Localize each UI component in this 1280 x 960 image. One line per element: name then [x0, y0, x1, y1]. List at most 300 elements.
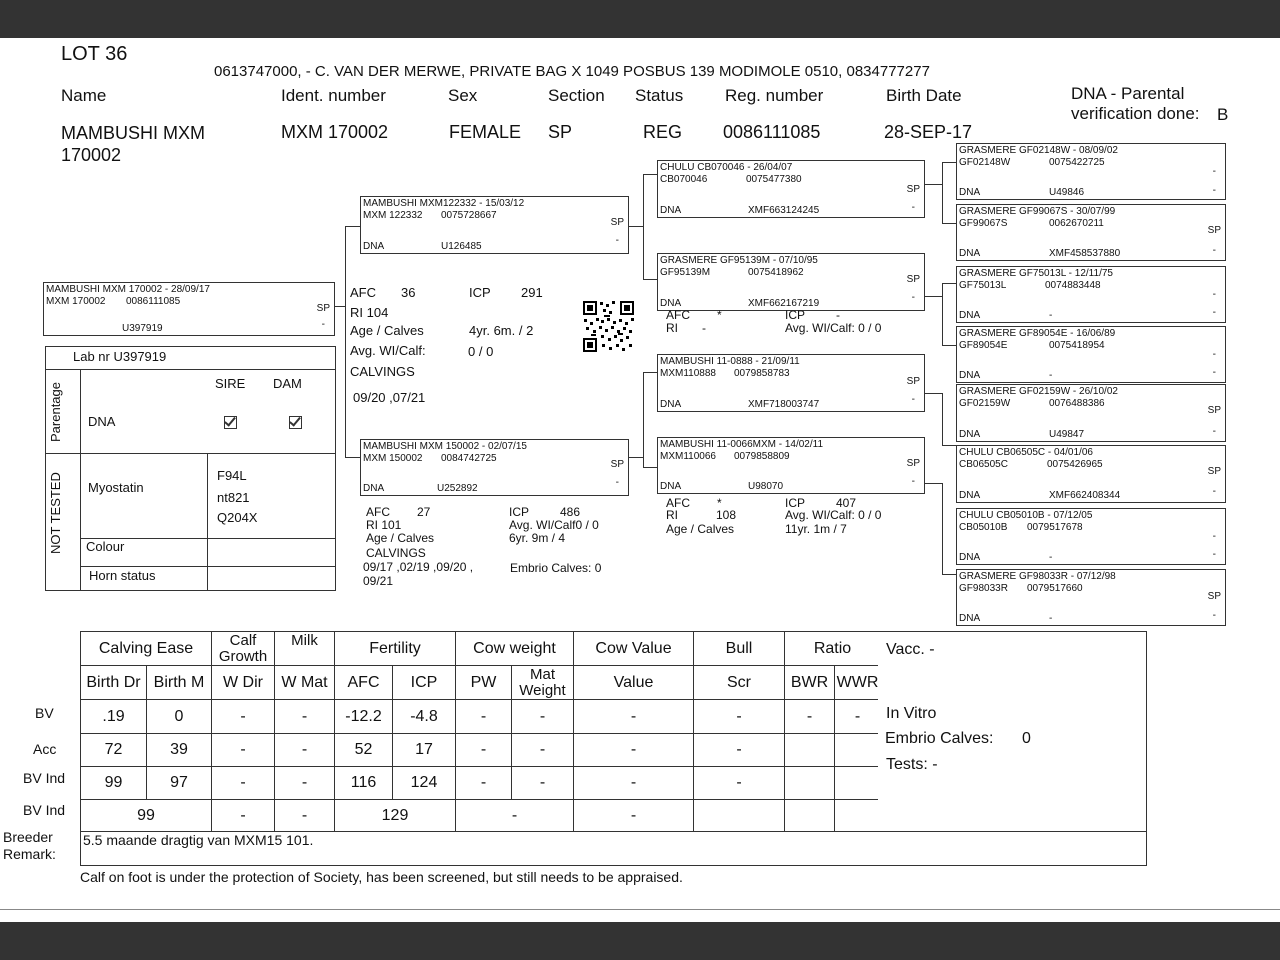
- gen3-box: [956, 445, 1226, 503]
- table-cell: -: [275, 700, 335, 734]
- table-cell: 52: [335, 734, 393, 767]
- self-reg: 0086111085: [126, 296, 181, 307]
- gen3-sp: SP: [1207, 405, 1221, 416]
- myostatin-nt821: nt821: [217, 490, 250, 505]
- gen3-reg: 0074883448: [1045, 280, 1101, 291]
- gen3-box: [956, 569, 1226, 626]
- connector: [942, 574, 956, 575]
- table-cell: -: [694, 767, 785, 800]
- table-cell: -: [456, 734, 512, 767]
- table-cell: -: [785, 700, 835, 734]
- table-cell: .19: [81, 700, 147, 734]
- row-label-index: BV Ind: [23, 802, 66, 818]
- group-ratio: Ratio: [785, 632, 881, 666]
- breeding-values-table: [80, 631, 881, 832]
- gdam1-icp-value: -: [836, 308, 840, 322]
- table-cell: 0: [147, 700, 212, 734]
- gen2-reg: 0079858783: [734, 368, 790, 379]
- gen3-sp: SP: [1207, 591, 1221, 602]
- ri-value: RI 104: [350, 305, 389, 320]
- gen2-reg: 0079858809: [734, 451, 790, 462]
- wi-label: Avg. WI/Calf:: [350, 343, 426, 358]
- connector: [925, 483, 942, 484]
- connector: [942, 283, 956, 284]
- group-calving-ease: Calving Ease: [81, 632, 212, 666]
- gen3-box: [956, 508, 1226, 565]
- self-ident: MXM 170002: [46, 296, 106, 307]
- header-birth: Birth Date: [886, 86, 962, 105]
- animal-reg: 0086111085: [723, 122, 821, 142]
- qr-code-icon: [582, 300, 635, 353]
- gen3-dash: -: [1212, 185, 1216, 196]
- gen2-dna-code: XMF718003747: [748, 399, 820, 410]
- index-cow-weight: -: [456, 800, 574, 832]
- table-cell: -: [212, 700, 275, 734]
- gen2-title: MAMBUSHI 11-0888 - 21/09/11: [660, 356, 800, 367]
- icp-value: 291: [521, 285, 543, 300]
- gen3-dna-label: DNA: [959, 248, 981, 259]
- animal-ident: MXM 170002: [281, 122, 389, 142]
- connector: [643, 279, 657, 280]
- sire-dna-code: U126485: [441, 241, 482, 252]
- dam-age-value: 6yr. 9m / 4: [509, 531, 566, 545]
- dam-dna-label: DNA: [363, 483, 385, 494]
- gen3-box: [956, 266, 1226, 323]
- index-cow-value: -: [574, 800, 694, 832]
- index-bull: [694, 800, 785, 832]
- lab-dam-label: DAM: [273, 376, 302, 391]
- dam-title: MAMBUSHI MXM 150002 - 02/07/15: [363, 441, 527, 452]
- animal-sex: FEMALE: [449, 122, 522, 142]
- lab-dna-label: DNA: [88, 414, 116, 429]
- gen2-ident: GF95139M: [660, 267, 711, 278]
- connector: [942, 393, 943, 445]
- col-bwr: BWR: [785, 666, 835, 700]
- sire-dna-label: DNA: [363, 241, 385, 252]
- gen3-ident: GF99067S: [959, 218, 1008, 229]
- sire-dna-checkbox: [224, 416, 237, 429]
- table-cell: 17: [393, 734, 456, 767]
- sire-box: [360, 196, 629, 254]
- animal-section: SP: [548, 122, 573, 142]
- gen2-title: MAMBUSHI 11-0066MXM - 14/02/11: [660, 439, 824, 450]
- gen2-dash: -: [911, 394, 915, 405]
- gen3-reg: 0079517660: [1027, 583, 1083, 594]
- gen3-dash: -: [1212, 549, 1216, 560]
- table-cell: -: [574, 700, 694, 734]
- col-birth-dr: Birth Dr: [81, 666, 147, 700]
- gen3-box: [956, 326, 1226, 383]
- gdam2-afc-value: *: [717, 496, 722, 510]
- index-wwr: [835, 800, 881, 832]
- dam-ri: RI 101: [366, 518, 402, 532]
- gen3-dna-label: DNA: [959, 552, 981, 563]
- gen3-dna-label: DNA: [959, 490, 981, 501]
- connector: [942, 162, 956, 163]
- gen3-dna-code: U49846: [1049, 187, 1085, 198]
- granddam-maternal-box: [657, 437, 925, 494]
- table-cell: 97: [147, 767, 212, 800]
- col-mat-weight: Mat Weight: [512, 666, 574, 700]
- dam-dna-checkbox: [289, 416, 302, 429]
- table-cell: 39: [147, 734, 212, 767]
- gen3-box: [956, 204, 1226, 261]
- gen3-dna-code: -: [1049, 613, 1053, 624]
- gen2-dna-label: DNA: [660, 205, 682, 216]
- gdam2-age-value: 11yr. 1m / 7: [785, 522, 847, 536]
- table-cell: -: [574, 734, 694, 767]
- gen3-dna-code: -: [1049, 370, 1053, 381]
- gen3-dash: -: [1212, 307, 1216, 318]
- granddam-paternal-box: [657, 253, 925, 311]
- gen3-dna-label: DNA: [959, 429, 981, 440]
- gen3-dash: -: [1212, 367, 1216, 378]
- grandsire-maternal-box: [657, 354, 925, 412]
- horn-status-label: Horn status: [89, 568, 156, 583]
- gen3-title: GRASMERE GF99067S - 30/07/99: [959, 206, 1116, 217]
- gen3-dash: -: [1212, 166, 1216, 177]
- dam-calvings-label: CALVINGS: [366, 546, 426, 560]
- dam-box: [360, 439, 629, 496]
- gen3-title: CHULU CB05010B - 07/12/05: [959, 510, 1093, 521]
- embrio-calves-label: Embrio Calves:: [885, 730, 994, 747]
- gen2-title: CHULU CB070046 - 26/04/07: [660, 162, 793, 173]
- dam-reg: 0084742725: [441, 453, 497, 464]
- gen2-dash: -: [911, 476, 915, 487]
- header-status: Status: [635, 86, 684, 105]
- gen3-ident: GF02148W: [959, 157, 1011, 168]
- gen3-dash: -: [1212, 289, 1216, 300]
- dam-dash: -: [615, 477, 619, 488]
- gen2-ident: MXM110066: [660, 451, 716, 462]
- col-wwr: WWR: [835, 666, 881, 700]
- bottom-rule: [0, 909, 1280, 910]
- row-label-bv: BV: [35, 705, 54, 721]
- header-dna-parental: DNA - Parental verification done:: [1071, 84, 1200, 123]
- footer-note: Calf on foot is under the protection of Society, has been screened, but still needs to be appraised.: [80, 869, 683, 885]
- col-pw: PW: [456, 666, 512, 700]
- gen3-title: GRASMERE GF75013L - 12/11/75: [959, 268, 1113, 279]
- table-cell: -: [574, 767, 694, 800]
- gen3-dna-code: -: [1049, 552, 1053, 563]
- table-cell: -: [512, 700, 574, 734]
- gen2-sp: SP: [906, 376, 920, 387]
- sire-sp: SP: [610, 217, 624, 228]
- group-calf-growth: Calf Growth: [212, 632, 275, 666]
- col-afc: AFC: [335, 666, 393, 700]
- gen3-dna-label: DNA: [959, 370, 981, 381]
- gdam2-icp-value: 407: [836, 496, 857, 510]
- in-vitro-label: In Vitro: [886, 705, 937, 722]
- embrio-calves-value: 0: [1022, 730, 1031, 747]
- animal-name: MAMBUSHI MXM 170002: [61, 123, 205, 165]
- gen3-ident: CB06505C: [959, 459, 1008, 470]
- connector: [345, 457, 360, 458]
- self-sp: SP: [316, 303, 330, 314]
- gen3-ident: GF89054E: [959, 340, 1008, 351]
- gdam2-icp-label: ICP: [785, 496, 806, 510]
- connector: [345, 226, 346, 457]
- gen2-dash: -: [911, 202, 915, 213]
- dam-ident: MXM 150002: [363, 453, 423, 464]
- animal-status: REG: [643, 122, 683, 142]
- dam-afc-value: 27: [417, 505, 431, 519]
- connector: [629, 457, 643, 458]
- header-section: Section: [548, 86, 605, 105]
- self-code: U397919: [122, 323, 163, 334]
- table-cell: [835, 767, 881, 800]
- col-birth-m: Birth M: [147, 666, 212, 700]
- gen3-reg: 0076488386: [1049, 398, 1105, 409]
- gen3-title: GRASMERE GF02148W - 08/09/02: [959, 145, 1118, 156]
- top-bar: [0, 0, 1280, 38]
- gen3-reg: 0079517678: [1027, 522, 1083, 533]
- animal-birth: 28-SEP-17: [884, 122, 973, 142]
- index-bwr: [785, 800, 835, 832]
- animal-pedigree-box: [43, 282, 335, 336]
- bottom-bar: [0, 922, 1280, 960]
- gen3-ident: CB05010B: [959, 522, 1008, 533]
- lab-nr: Lab nr U397919: [73, 349, 167, 364]
- calvings-label: CALVINGS: [350, 364, 415, 379]
- col-scr: Scr: [694, 666, 785, 700]
- gen3-box: [956, 384, 1226, 442]
- gen3-dna-label: DNA: [959, 187, 981, 198]
- dam-age-label: Age / Calves: [366, 531, 435, 545]
- connector: [925, 184, 942, 185]
- table-cell: -: [456, 700, 512, 734]
- gen3-dna-code: -: [1049, 310, 1053, 321]
- gen3-title: GRASMERE GF89054E - 16/06/89: [959, 328, 1116, 339]
- gen2-sp: SP: [906, 274, 920, 285]
- table-cell: -: [212, 767, 275, 800]
- gen2-dna-code: XMF663124245: [748, 205, 820, 216]
- lab-box: [45, 346, 336, 591]
- myostatin-f94l: F94L: [217, 468, 247, 483]
- breeder-remark-text: 5.5 maande dragtig van MXM15 101.: [83, 832, 314, 848]
- col-w-mat: W Mat: [275, 666, 335, 700]
- gen3-dna-label: DNA: [959, 613, 981, 624]
- gdam2-wi: Avg. WI/Calf: 0 / 0: [785, 508, 882, 522]
- gen2-dna-label: DNA: [660, 298, 682, 309]
- gen2-reg: 0075418962: [748, 267, 804, 278]
- group-cow-value: Cow Value: [574, 632, 694, 666]
- grandsire-paternal-box: [657, 160, 925, 218]
- gen2-sp: SP: [906, 184, 920, 195]
- gen3-reg: 0062670211: [1049, 218, 1104, 229]
- connector: [942, 445, 956, 446]
- connector: [643, 174, 644, 279]
- gdam1-ri-label: RI: [666, 321, 678, 335]
- connector: [942, 223, 956, 224]
- table-cell: -: [694, 734, 785, 767]
- gen3-sp: SP: [1207, 466, 1221, 477]
- gen3-title: GRASMERE GF02159W - 26/10/02: [959, 386, 1118, 397]
- lot-number: LOT 36: [61, 43, 128, 65]
- owner-line: 0613747000, - C. VAN DER MERWE, PRIVATE BAG X 1049 POSBUS 139 MODIMOLE 0510, 0834777277: [214, 63, 930, 80]
- connector: [335, 306, 345, 307]
- vacc-label: Vacc. -: [886, 641, 935, 658]
- connector: [345, 226, 360, 227]
- table-cell: -: [212, 734, 275, 767]
- gen3-ident: GF98033R: [959, 583, 1008, 594]
- dam-icp-value: 486: [560, 505, 581, 519]
- gen2-dna-code: U98070: [748, 481, 784, 492]
- gen3-dash: -: [1212, 349, 1216, 360]
- col-w-dir: W Dir: [212, 666, 275, 700]
- gen2-dash: -: [911, 292, 915, 303]
- gen3-dash: -: [1212, 531, 1216, 542]
- sire-title: MAMBUSHI MXM122332 - 15/03/12: [363, 198, 525, 209]
- dam-dna-code: U252892: [437, 483, 478, 494]
- index-wmat: -: [275, 800, 335, 832]
- col-icp: ICP: [393, 666, 456, 700]
- gen2-reg: 0075477380: [746, 174, 802, 185]
- table-cell: -: [456, 767, 512, 800]
- gdam1-ri-value: -: [702, 321, 706, 335]
- gen3-reg: 0075422725: [1049, 157, 1105, 168]
- gdam2-age-label: Age / Calves: [666, 522, 735, 536]
- table-cell: [785, 734, 835, 767]
- header-ident: Ident. number: [281, 86, 386, 105]
- gen2-dna-label: DNA: [660, 399, 682, 410]
- connector: [942, 162, 943, 223]
- gen3-title: GRASMERE GF98033R - 07/12/98: [959, 571, 1116, 582]
- table-cell: 124: [393, 767, 456, 800]
- connector: [942, 283, 943, 345]
- table-cell: -: [512, 767, 574, 800]
- gen3-dna-label: DNA: [959, 310, 981, 321]
- dam-afc-label: AFC: [366, 505, 390, 519]
- calvings-value: 09/20 ,07/21: [353, 390, 426, 405]
- table-cell: -: [275, 734, 335, 767]
- gen3-dna-code: U49847: [1049, 429, 1085, 440]
- gen3-dash: -: [1212, 426, 1216, 437]
- tests-label: Tests: -: [886, 756, 938, 773]
- connector: [643, 467, 657, 468]
- table-cell: 116: [335, 767, 393, 800]
- parentage-label: Parentage: [48, 382, 63, 442]
- connector: [643, 174, 657, 175]
- myostatin-q204x: Q204X: [217, 510, 258, 525]
- age-label: Age / Calves: [350, 323, 424, 338]
- group-fertility: Fertility: [335, 632, 456, 666]
- header-sex: Sex: [448, 86, 478, 105]
- sire-ident: MXM 122332: [363, 210, 423, 221]
- gen3-dna-code: XMF662408344: [1049, 490, 1121, 501]
- connector: [643, 372, 644, 467]
- gen3-reg: 0075418954: [1049, 340, 1105, 351]
- gen2-dna-label: DNA: [660, 481, 682, 492]
- myostatin-label: Myostatin: [88, 480, 144, 495]
- col-value: Value: [574, 666, 694, 700]
- afc-label: AFC: [350, 285, 376, 300]
- table-cell: [835, 734, 881, 767]
- gen3-dash: -: [1212, 245, 1216, 256]
- dam-sp: SP: [610, 459, 624, 470]
- vacc-panel: [878, 631, 1147, 832]
- self-title: MAMBUSHI MXM 170002 - 28/09/17: [46, 284, 210, 295]
- gen2-ident: MXM110888: [660, 368, 716, 379]
- wi-value: 0 / 0: [468, 344, 494, 359]
- index-fertility: 129: [335, 800, 456, 832]
- gen3-box: [956, 143, 1226, 200]
- connector: [925, 296, 942, 297]
- connector: [925, 393, 942, 394]
- header-reg: Reg. number: [725, 86, 824, 105]
- gen3-dash: -: [1212, 486, 1216, 497]
- dam-calvings-value: 09/17 ,02/19 ,09/20 , 09/21: [363, 560, 474, 588]
- dam-icp-label: ICP: [509, 505, 530, 519]
- table-cell: -: [275, 767, 335, 800]
- dam-embrio: Embrio Calves: 0: [510, 561, 602, 575]
- gen2-title: GRASMERE GF95139M - 07/10/95: [660, 255, 818, 266]
- table-cell: -: [835, 700, 881, 734]
- header-name: Name: [61, 86, 107, 105]
- gdam1-afc-value: *: [717, 308, 722, 322]
- lab-sire-label: SIRE: [215, 376, 246, 391]
- dam-wi: Avg. WI/Calf0 / 0: [509, 518, 599, 532]
- gen3-title: CHULU CB06505C - 04/01/06: [959, 447, 1093, 458]
- gen3-ident: GF75013L: [959, 280, 1007, 291]
- row-label-bv-ind: BV Ind: [23, 770, 66, 786]
- gen3-dash: -: [1212, 610, 1216, 621]
- group-milk: Milk: [275, 632, 335, 666]
- table-cell: -4.8: [393, 700, 456, 734]
- gdam2-ri-value: 108: [716, 508, 737, 522]
- not-tested-label: NOT TESTED: [48, 472, 63, 554]
- gen2-dna-code: XMF662167219: [748, 298, 820, 309]
- gen3-sp: SP: [1207, 225, 1221, 236]
- afc-value: 36: [401, 285, 416, 300]
- sire-reg: 0075728667: [441, 210, 497, 221]
- gdam2-ri-label: RI: [666, 508, 678, 522]
- table-cell: 99: [81, 767, 147, 800]
- connector: [942, 345, 956, 346]
- breeder-remark-box: [80, 831, 1147, 866]
- connector: [942, 483, 943, 574]
- self-dash: -: [321, 319, 325, 330]
- gdam2-afc-label: AFC: [666, 496, 690, 510]
- age-value: 4yr. 6m. / 2: [469, 323, 534, 338]
- table-cell: 72: [81, 734, 147, 767]
- index-calving: 99: [81, 800, 212, 832]
- row-label-acc: Acc: [33, 741, 57, 757]
- colour-label: Colour: [86, 539, 125, 554]
- connector: [629, 226, 643, 227]
- group-cow-weight: Cow weight: [456, 632, 574, 666]
- gdam1-icp-label: ICP: [785, 308, 806, 322]
- table-cell: [785, 767, 835, 800]
- connector: [643, 372, 657, 373]
- gdam1-afc-label: AFC: [666, 308, 690, 322]
- table-cell: -12.2: [335, 700, 393, 734]
- dna-verification-value: B: [1217, 105, 1229, 124]
- gen3-ident: GF02159W: [959, 398, 1011, 409]
- table-cell: -: [512, 734, 574, 767]
- group-bull: Bull: [694, 632, 785, 666]
- sire-dash: -: [615, 235, 619, 246]
- breeder-remark-label: Breeder Remark:: [3, 829, 56, 862]
- table-cell: -: [694, 700, 785, 734]
- gdam1-wi: Avg. WI/Calf: 0 / 0: [785, 321, 882, 335]
- gen3-reg: 0075426965: [1047, 459, 1103, 470]
- gen2-sp: SP: [906, 458, 920, 469]
- gen3-dna-code: XMF458537880: [1049, 248, 1121, 259]
- gen2-ident: CB070046: [660, 174, 708, 185]
- icp-label: ICP: [469, 285, 491, 300]
- index-wdir: -: [212, 800, 275, 832]
